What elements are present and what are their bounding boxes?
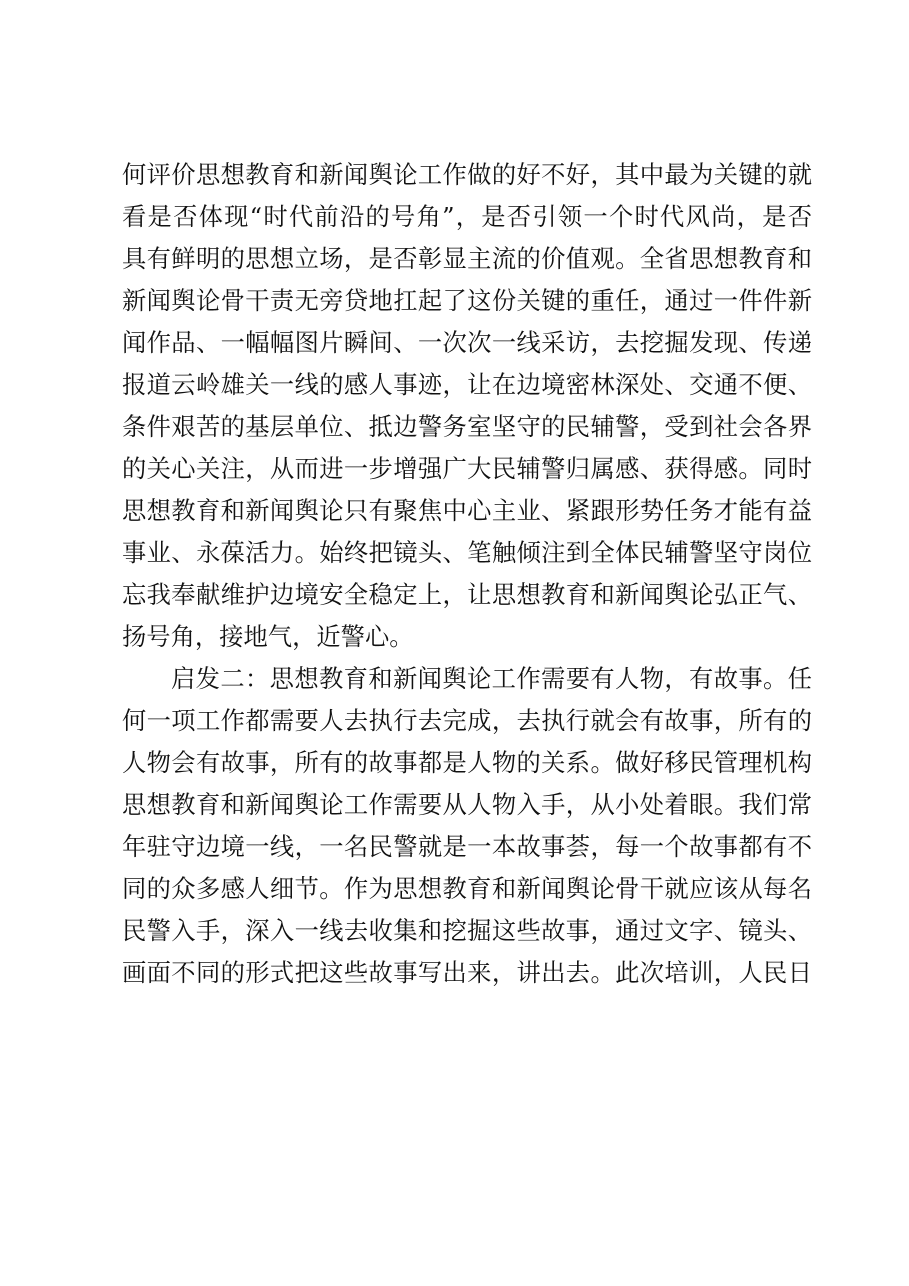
text-line: 思想教育和新闻舆论工作需要从人物入手，从小处着眼。我们常 (122, 790, 812, 819)
text-line: 条件艰苦的基层单位、抵边警务室坚守的民辅警，受到社会各界 (122, 412, 812, 441)
text-line: 同的众多感人细节。作为思想教育和新闻舆论骨干就应该从每名 (122, 874, 812, 903)
text-line: 民警入手，深入一线去收集和挖掘这些故事，通过文字、镜头、 (122, 916, 812, 945)
text-line: 年驻守边境一线，一名民警就是一本故事荟，每一个故事都有不 (122, 832, 812, 861)
text-line: 具有鲜明的思想立场，是否彰显主流的价值观。全省思想教育和 (122, 244, 812, 273)
text-line: 思想教育和新闻舆论只有聚焦中心主业、紧跟形势任务才能有益 (122, 496, 812, 525)
text-line: 忘我奉献维护边境安全稳定上，让思想教育和新闻舆论弘正气、 (122, 580, 812, 609)
paragraph-1 (122, 154, 812, 658)
text-line: 报道云岭雄关一线的感人事迹，让在边境密林深处、交通不便、 (122, 370, 812, 399)
paragraph-2 (122, 658, 812, 994)
text-line: 新闻舆论骨干责无旁贷地扛起了这份关键的重任，通过一件件新 (122, 286, 812, 315)
text-line: 扬号角，接地气，近警心。 (122, 622, 414, 651)
text-line: 事业、永葆活力。始终把镜头、笔触倾注到全体民辅警坚守岗位 (122, 538, 812, 567)
text-line: 看是否体现“时代前沿的号角”，是否引领一个时代风尚，是否 (122, 202, 812, 231)
text-line: 何评价思想教育和新闻舆论工作做的好不好，其中最为关键的就 (122, 160, 812, 189)
text-line: 启发二：思想教育和新闻舆论工作需要有人物，有故事。任 (171, 664, 812, 693)
text-line: 的关心关注，从而进一步增强广大民辅警归属感、获得感。同时 (122, 454, 812, 483)
text-line: 闻作品、一幅幅图片瞬间、一次次一线采访，去挖掘发现、传递 (122, 328, 812, 357)
text-line: 画面不同的形式把这些故事写出来，讲出去。此次培训，人民日 (122, 958, 812, 987)
text-line: 人物会有故事，所有的故事都是人物的关系。做好移民管理机构 (122, 748, 812, 777)
text-line: 何一项工作都需要人去执行去完成，去执行就会有故事，所有的 (122, 706, 812, 735)
body-text (122, 154, 812, 994)
